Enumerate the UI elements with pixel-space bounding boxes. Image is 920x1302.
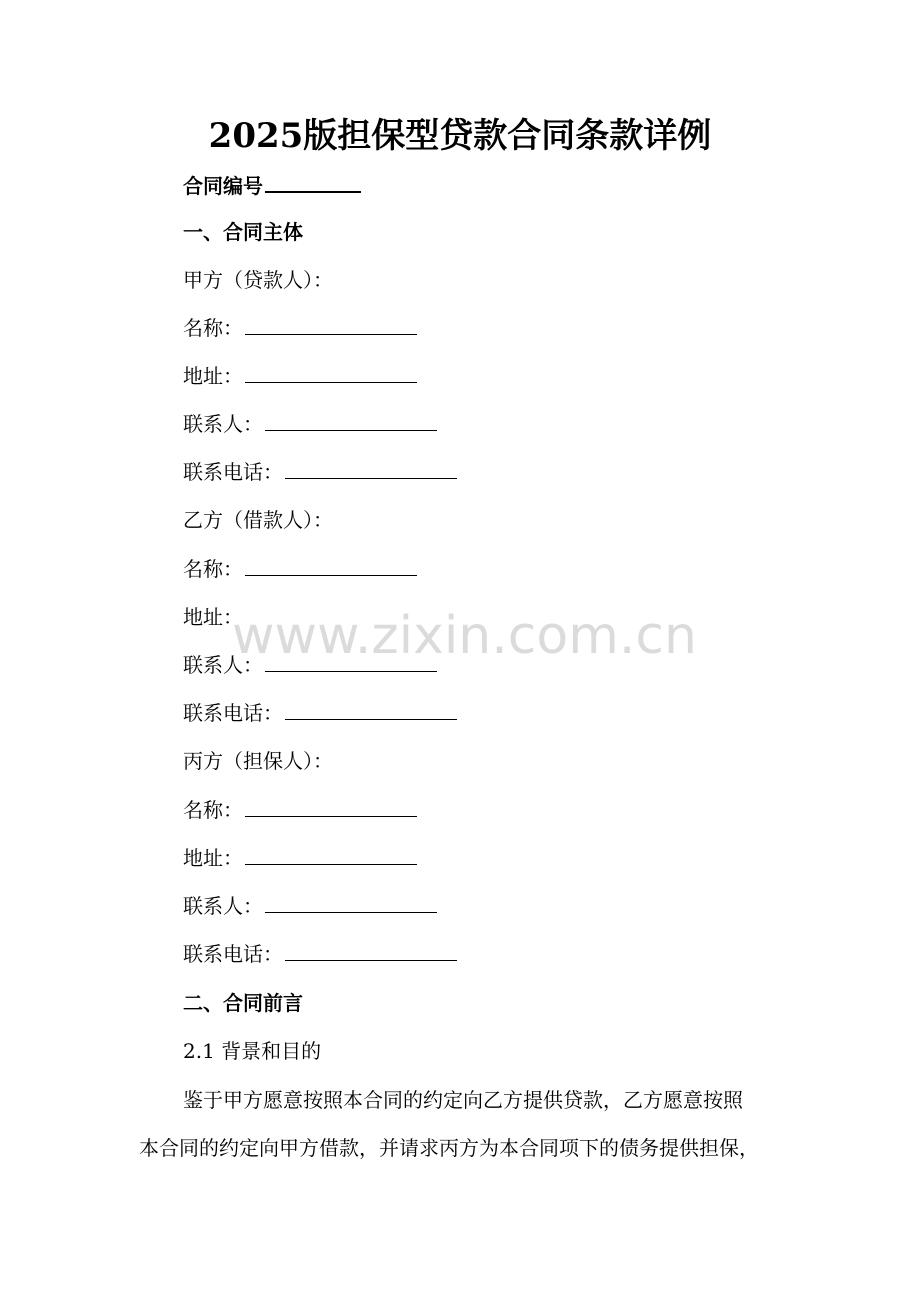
watermark-text: www.zixin.com.cn xyxy=(232,606,697,666)
section-2-heading: 二、合同前言 xyxy=(183,991,303,1015)
contract-number-label: 合同编号 xyxy=(183,174,263,198)
contract-number-line xyxy=(183,171,361,200)
paragraph-line-1: 鉴于甲方愿意按照本合同的约定向乙方提供贷款，乙方愿意按照 xyxy=(183,1088,743,1112)
party-c-contact-label: 联系人： xyxy=(183,894,263,918)
contract-number-blank[interactable] xyxy=(265,171,361,193)
party-c-name-blank[interactable] xyxy=(245,796,417,817)
party-b-address-label: 地址： xyxy=(183,605,243,629)
section-1-heading: 一、合同主体 xyxy=(183,220,303,244)
party-c-heading: 丙方（担保人）： xyxy=(183,749,333,773)
document-title: 2025版担保型贷款合同条款详例 xyxy=(208,116,712,156)
party-b-phone-label: 联系电话： xyxy=(183,701,283,725)
party-b-name-line xyxy=(183,555,417,583)
party-b-name-label: 名称： xyxy=(183,557,243,581)
party-a-name-line xyxy=(183,314,417,342)
party-a-contact-label: 联系人： xyxy=(183,412,263,436)
party-b-contact-label: 联系人： xyxy=(183,653,263,677)
party-c-contact-blank[interactable] xyxy=(265,892,437,913)
party-c-phone-label: 联系电话： xyxy=(183,942,283,966)
party-c-contact-line xyxy=(183,892,437,920)
party-a-contact-blank[interactable] xyxy=(265,410,437,431)
party-c-phone-blank[interactable] xyxy=(285,940,457,961)
party-a-contact-line xyxy=(183,410,437,438)
party-c-phone-line xyxy=(183,940,457,968)
party-a-phone-label: 联系电话： xyxy=(183,460,283,484)
party-a-heading: 甲方（贷款人）： xyxy=(183,268,333,292)
party-a-address-line xyxy=(183,362,417,390)
party-b-phone-line xyxy=(183,699,457,727)
party-c-address-blank[interactable] xyxy=(245,844,417,865)
party-a-phone-blank[interactable] xyxy=(285,458,457,479)
party-a-phone-line xyxy=(183,458,457,486)
party-c-address-line xyxy=(183,844,417,872)
party-c-address-label: 地址： xyxy=(183,846,243,870)
party-a-address-label: 地址： xyxy=(183,364,243,388)
party-b-heading: 乙方（借款人）： xyxy=(183,508,333,532)
party-c-name-line xyxy=(183,796,417,824)
party-b-phone-blank[interactable] xyxy=(285,699,457,720)
party-a-address-blank[interactable] xyxy=(245,362,417,383)
subsection-2-1-heading: 2.1 背景和目的 xyxy=(183,1039,322,1063)
party-a-name-label: 名称： xyxy=(183,316,243,340)
party-b-name-blank[interactable] xyxy=(245,555,417,576)
party-a-name-blank[interactable] xyxy=(245,314,417,335)
paragraph-line-2: 本合同的约定向甲方借款，并请求丙方为本合同项下的债务提供担保， xyxy=(139,1136,759,1160)
party-c-name-label: 名称： xyxy=(183,798,243,822)
